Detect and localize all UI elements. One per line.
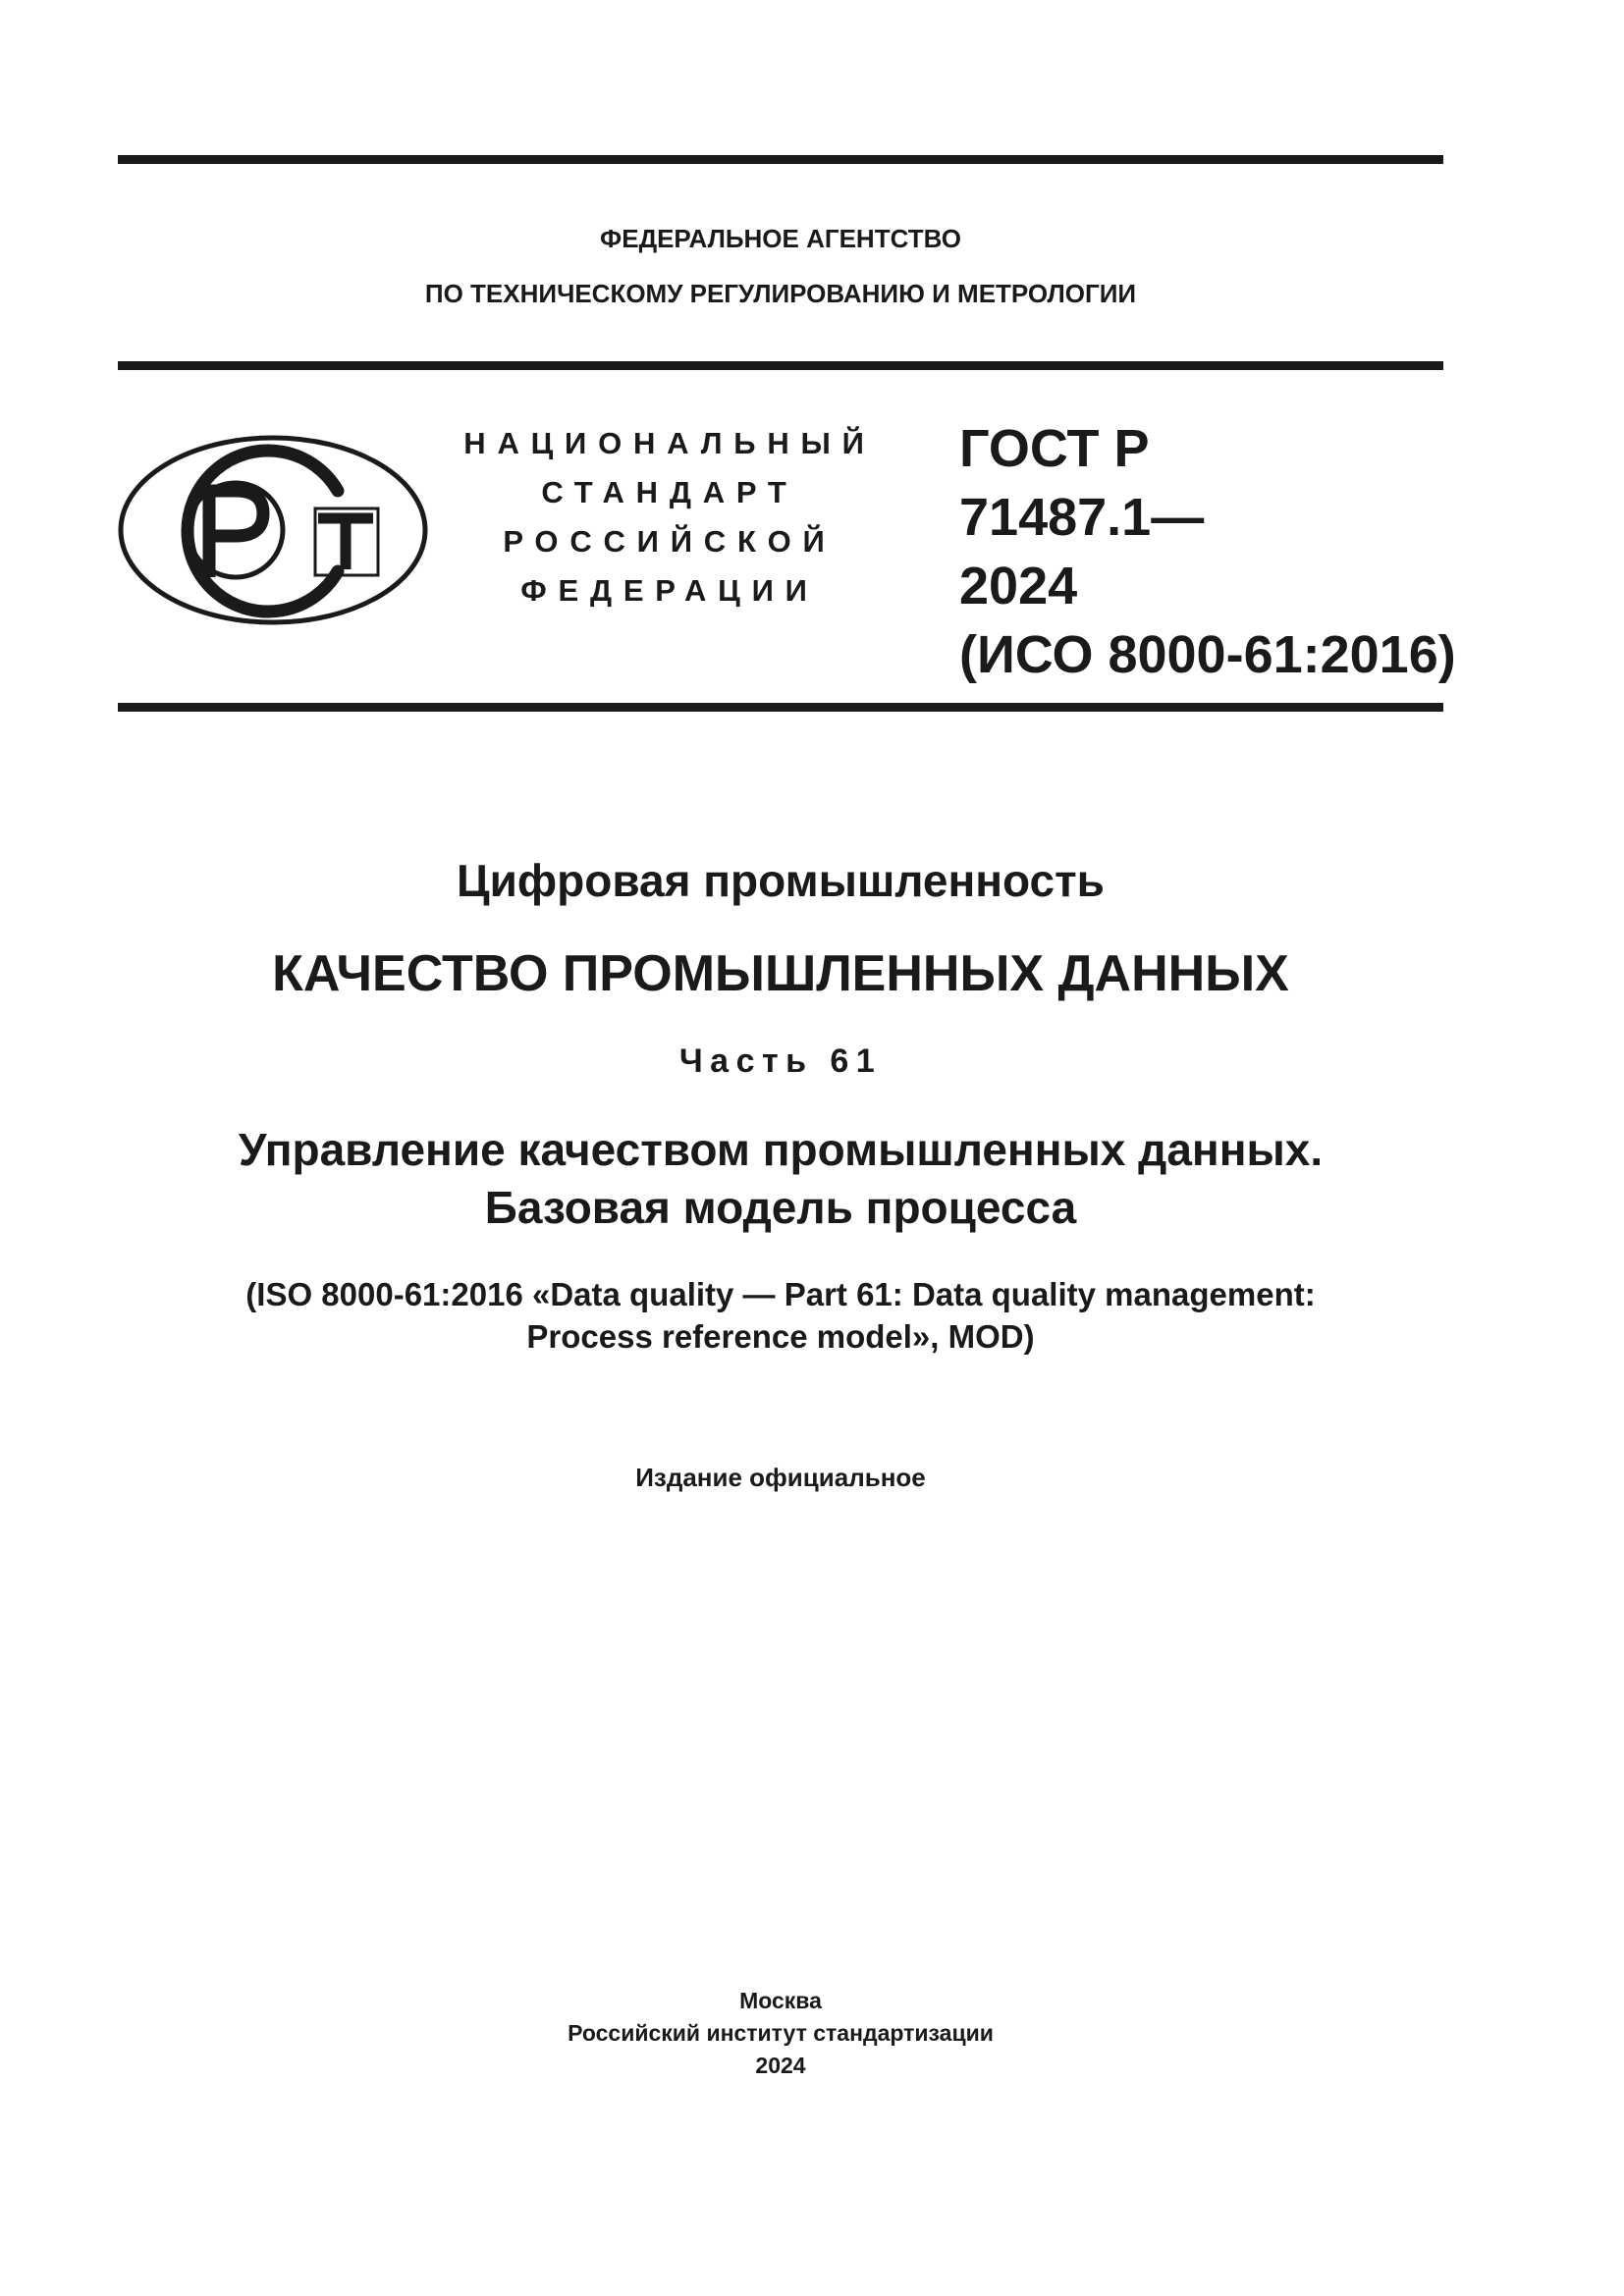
rst-certification-mark-icon: [116, 432, 430, 628]
footer-city: Москва: [739, 1988, 822, 2013]
gost-designation-line-1: ГОСТ Р: [959, 419, 1150, 478]
gost-designation-line-3: 2024: [959, 557, 1078, 615]
part-label: Часть 61: [678, 1042, 883, 1080]
national-standard-line-1: НАЦИОНАЛЬНЫЙ: [463, 426, 876, 460]
national-standard-line-4: ФЕДЕРАЦИИ: [520, 573, 819, 608]
gost-designation-line-2: 71487.1—: [959, 488, 1205, 547]
gost-designation-line-4: (ИСО 8000-61:2016): [959, 625, 1456, 684]
series-title: Цифровая промышленность: [457, 855, 1105, 906]
edition-label: Издание официальное: [635, 1463, 926, 1492]
iso-reference-line-1: (ISO 8000-61:2016 «Data quality — Part 61: Data quality management:: [245, 1276, 1316, 1312]
block-rule: [118, 703, 1443, 712]
iso-reference-line-2: Process reference model», MOD): [526, 1318, 1035, 1355]
subtitle-line-2: Базовая модель процесса: [484, 1182, 1077, 1233]
subtitle-line-1: Управление качеством промышленных данных.: [238, 1124, 1324, 1175]
national-standard-line-3: РОССИЙСКОЙ: [503, 524, 837, 559]
national-standard-line-2: СТАНДАРТ: [541, 475, 798, 509]
footer-publisher: Российский институт стандартизации: [568, 2020, 994, 2046]
top-rule: [118, 155, 1443, 164]
agency-line-1: ФЕДЕРАЛЬНОЕ АГЕНТСТВО: [600, 224, 961, 253]
agency-line-2: ПО ТЕХНИЧЕСКОМУ РЕГУЛИРОВАНИЮ И МЕТРОЛОГИИ: [424, 279, 1137, 308]
footer-year: 2024: [755, 2053, 806, 2078]
header-rule: [118, 361, 1443, 370]
main-title: КАЧЕСТВО ПРОМЫШЛЕННЫХ ДАННЫХ: [272, 945, 1289, 1002]
